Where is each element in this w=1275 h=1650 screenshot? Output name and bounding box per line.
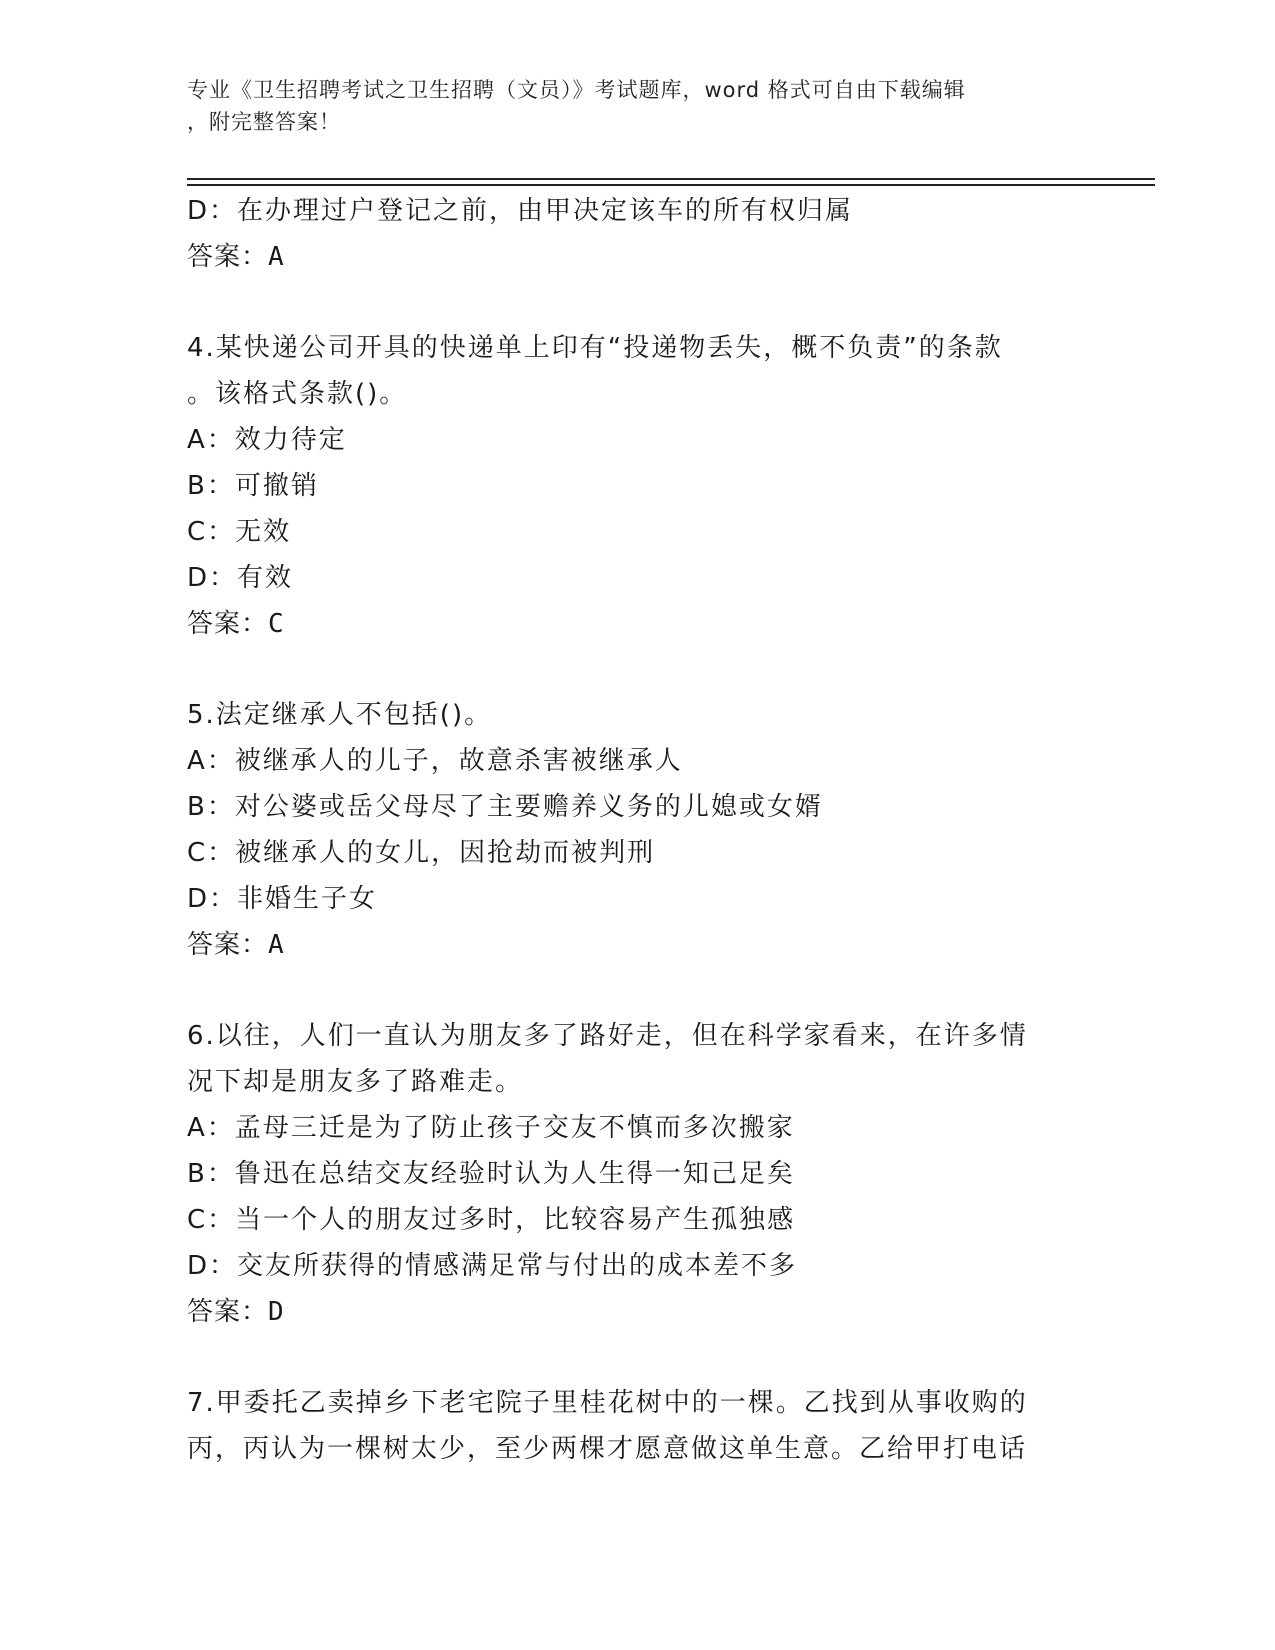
question-stem-line: 5.法定继承人不包括()。 [187, 700, 493, 730]
question-list [187, 188, 1087, 1472]
option-a: A：效力待定 [187, 425, 347, 455]
option-c: C：被继承人的女儿，因抢劫而被判刑 [187, 838, 656, 868]
answer: 答案：C [187, 609, 285, 639]
spacer [187, 1335, 1087, 1380]
answer: 答案：D [187, 1297, 285, 1327]
header-rule-top [187, 178, 1155, 180]
option-d: D：有效 [187, 563, 294, 593]
option-b: B：鲁迅在总结交友经验时认为人生得一知己足矣 [187, 1159, 795, 1189]
question-stem-line: 7.甲委托乙卖掉乡下老宅院子里桂花树中的一棵。乙找到从事收购的 [187, 1388, 1028, 1418]
question-6 [187, 1013, 1087, 1335]
header-line-2: ，附完整答案！ [187, 110, 341, 134]
answer: 答案：A [187, 242, 285, 272]
question-7 [187, 1380, 1087, 1472]
question-5 [187, 692, 1087, 968]
option-d: D：非婚生子女 [187, 884, 378, 914]
spacer [187, 968, 1087, 1013]
option-d: D：在办理过户登记之前，由甲决定该车的所有权归属 [187, 196, 854, 226]
option-c: C：当一个人的朋友过多时，比较容易产生孤独感 [187, 1205, 796, 1235]
option-a: A：被继承人的儿子，故意杀害被继承人 [187, 746, 683, 776]
option-b: B：可撤销 [187, 471, 319, 501]
question-stem-line: 丙，丙认为一棵树太少，至少两棵才愿意做这单生意。乙给甲打电话 [187, 1434, 1028, 1464]
question-stem-line: 。该格式条款()。 [187, 379, 408, 409]
option-a: A：孟母三迁是为了防止孩子交友不慎而多次搬家 [187, 1113, 795, 1143]
question-stem-line: 6.以往，人们一直认为朋友多了路好走，但在科学家看来，在许多情 [187, 1021, 1028, 1051]
header-rule-bottom [187, 184, 1155, 186]
option-c: C：无效 [187, 517, 292, 547]
header-line-1: 专业《卫生招聘考试之卫生招聘（文员）》考试题库，word 格式可自由下载编辑 [187, 78, 966, 102]
document-header [187, 74, 1067, 138]
question-stem-line: 4.某快递公司开具的快递单上印有“投递物丢失，概不负责”的条款 [187, 333, 1003, 363]
option-b: B：对公婆或岳父母尽了主要赡养义务的儿媳或女婿 [187, 792, 823, 822]
answer: 答案：A [187, 930, 285, 960]
spacer [187, 280, 1087, 325]
question-block-3-tail [187, 188, 1087, 280]
spacer [187, 647, 1087, 692]
question-4 [187, 325, 1087, 647]
question-stem-line: 况下却是朋友多了路难走。 [187, 1067, 524, 1097]
option-d: D：交友所获得的情感满足常与付出的成本差不多 [187, 1251, 798, 1281]
